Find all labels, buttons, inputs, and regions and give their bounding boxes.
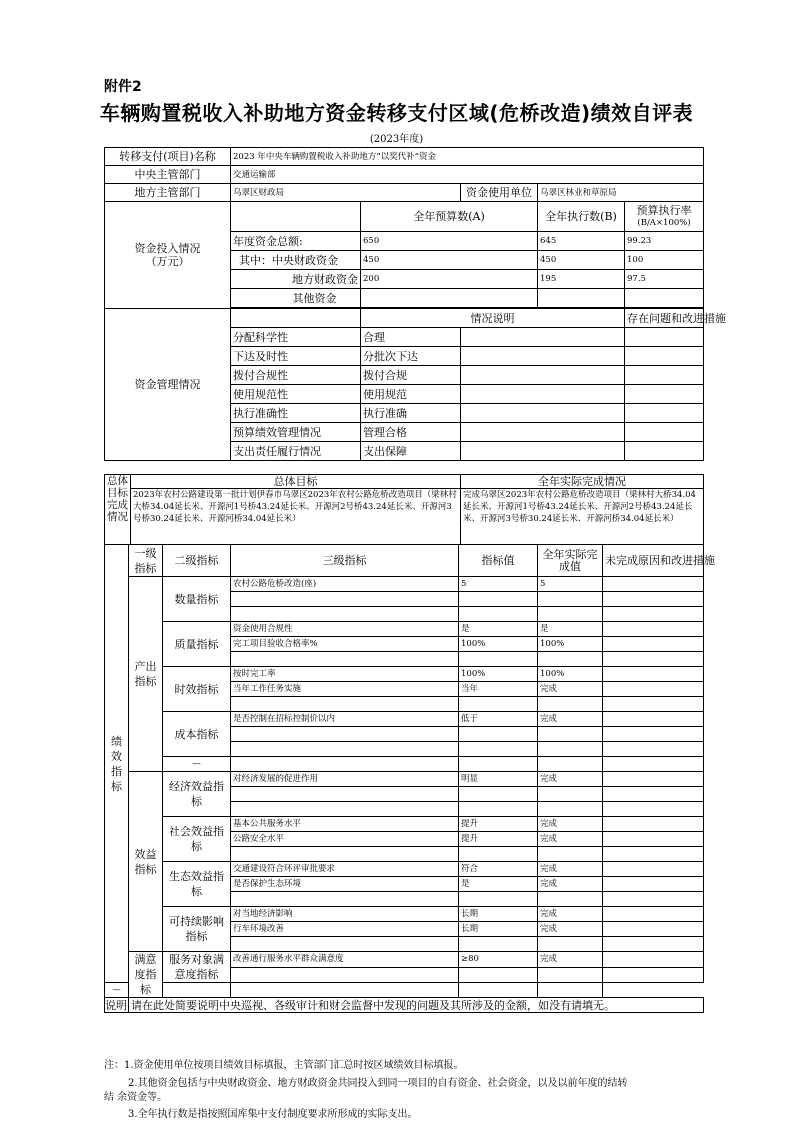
quality-indicator: 质量指标 xyxy=(163,622,231,667)
social-indicator: 社会效益指标 xyxy=(163,817,231,862)
mgmt-blank-cell xyxy=(461,385,625,404)
funding-exec-cell xyxy=(538,289,625,308)
col-exec-header: 全年执行数(B) xyxy=(538,202,625,232)
indicator-value: 提升 xyxy=(459,832,538,847)
indicator-name: 完工项目验收合格率% xyxy=(231,637,459,652)
indicator-name: 基本公共服务水平 xyxy=(231,817,459,832)
satisfaction-dash: — xyxy=(105,983,129,998)
indicator-name: 对当地经济影响 xyxy=(231,907,459,922)
indicator-actual: 完成 xyxy=(538,877,603,892)
indicator-reason xyxy=(603,772,704,787)
indicator-value: 低于 xyxy=(459,712,538,727)
col-issue-header: 存在问题和改进措施 xyxy=(625,309,704,328)
indicator-actual: 100% xyxy=(538,637,603,652)
goals-section-label: 总体目标完成情况 xyxy=(105,475,131,545)
indicator-reason xyxy=(603,922,704,937)
other-indicator-dash: — xyxy=(163,757,231,772)
summary-table xyxy=(104,147,726,461)
mgmt-blank-cell xyxy=(461,423,625,442)
indicator-name: 改善通行服务水平群众满意度 xyxy=(231,952,459,968)
mgmt-row-label: 分配科学性 xyxy=(231,328,361,347)
performance-section-label: 绩效指标 xyxy=(105,545,129,983)
indicator-actual: 完成 xyxy=(538,712,603,727)
indicator-reason xyxy=(603,682,704,697)
timeliness-indicator: 时效指标 xyxy=(163,667,231,712)
note-2-cont: 结 余资金等。 xyxy=(104,1092,168,1103)
funding-rate-cell: 97.5 xyxy=(625,270,704,289)
indicator-value: 当年 xyxy=(459,682,538,697)
indicator-actual: 100% xyxy=(538,667,603,682)
indicator-value: 5 xyxy=(459,577,538,592)
funding-budget-cell: 650 xyxy=(361,232,538,251)
sustainable-indicator: 可持续影响指标 xyxy=(163,907,231,952)
user-unit-value: 乌翠区林业和草原局 xyxy=(538,184,704,202)
indicator-actual: 完成 xyxy=(538,817,603,832)
indicator-value: 是 xyxy=(459,877,538,892)
local-dept-label: 地方主管部门 xyxy=(105,184,231,202)
indicator-actual: 完成 xyxy=(538,862,603,877)
note-3: 3.全年执行数是指按照国库集中支付制度要求所形成的实际支出。 xyxy=(128,1109,418,1120)
indicator-name: 公路安全水平 xyxy=(231,832,459,847)
explain-text: 请在此处简要说明中央巡视、各级审计和财会监督中发现的问题及其所涉及的金额，如没有请填无。 xyxy=(129,998,704,1013)
funding-rate-cell xyxy=(625,289,704,308)
benefit-indicator-label: 效益指标 xyxy=(129,772,163,952)
mgmt-blank-cell xyxy=(461,347,625,366)
mgmt-desc-cell: 支出保障 xyxy=(361,442,461,461)
indicator-reason xyxy=(603,832,704,847)
indicator-actual: 完成 xyxy=(538,907,603,922)
indicator-name: 是否保护生态环境 xyxy=(231,877,459,892)
indicator-name: 对经济发展的促进作用 xyxy=(231,772,459,787)
col-desc-header: 情况说明 xyxy=(361,309,625,328)
col-l2-header: 二级指标 xyxy=(163,545,231,577)
col-actual-header: 全年实际完成值 xyxy=(538,545,603,577)
indicator-reason xyxy=(603,862,704,877)
funding-exec-cell: 195 xyxy=(538,270,625,289)
explain-label: 说明 xyxy=(105,998,127,1012)
mgmt-issue-cell xyxy=(625,404,704,423)
indicator-value: 提升 xyxy=(459,817,538,832)
col-rate-line1: 预算执行率 xyxy=(636,204,692,217)
mgmt-issue-cell xyxy=(625,423,704,442)
funding-label-line1: 资金投入情况 xyxy=(134,242,201,255)
performance-table xyxy=(104,544,715,1013)
indicator-reason xyxy=(603,622,704,637)
funding-budget-cell xyxy=(361,289,538,308)
col-l1-header: 一级指标 xyxy=(129,545,163,577)
indicator-name: 按时完工率 xyxy=(231,667,459,682)
funding-rate-cell: 99.23 xyxy=(625,232,704,251)
col-budget-header: 全年预算数(A) xyxy=(361,202,538,232)
quantity-indicator: 数量指标 xyxy=(163,577,231,622)
indicator-reason xyxy=(603,637,704,652)
mgmt-desc-cell: 使用规范 xyxy=(361,385,461,404)
mgmt-desc-cell: 拨付合规 xyxy=(361,366,461,385)
page-title: 车辆购置税收入补助地方资金转移支付区域(危桥改造)绩效自评表 xyxy=(99,101,694,125)
indicator-reason xyxy=(603,907,704,922)
report-year: (2023年度) xyxy=(369,134,424,145)
output-indicator-label: 产出指标 xyxy=(129,577,163,772)
indicator-actual: 是 xyxy=(538,622,603,637)
mgmt-desc-cell: 合理 xyxy=(361,328,461,347)
goals-table xyxy=(104,474,704,545)
note-1: 注：1.资金使用单位按项目绩效目标填报，主管部门汇总时按区域绩效目标填报。 xyxy=(104,1060,464,1071)
note-2: 2.其他资金包括与中央财政资金、地方财政资金共同投入到同一项目的自有资金、社会资金，以及以前年度的结转 xyxy=(128,1078,628,1089)
funding-rate-cell: 100 xyxy=(625,251,704,270)
local-dept-value: 乌翠区财政局 xyxy=(231,184,461,202)
col-target-header: 总体目标 xyxy=(131,475,461,489)
indicator-actual: 完成 xyxy=(538,952,603,968)
management-section-label: 资金管理情况 xyxy=(105,309,231,461)
economic-indicator: 经济效益指标 xyxy=(163,772,231,817)
mgmt-issue-cell xyxy=(625,442,704,461)
indicator-name: 农村公路危桥改造(座) xyxy=(231,577,459,592)
funding-label-line2: （万元） xyxy=(145,255,190,268)
mgmt-blank-cell xyxy=(461,404,625,423)
col-value-header: 指标值 xyxy=(459,545,538,577)
mgmt-blank-cell xyxy=(461,328,625,347)
indicator-value: ≥80 xyxy=(459,952,538,968)
mgmt-blank-cell xyxy=(461,366,625,385)
funding-header-blank xyxy=(231,202,361,232)
indicator-reason xyxy=(603,877,704,892)
indicator-value: 符合 xyxy=(459,862,538,877)
funding-row-label: 其中：中央财政资金 xyxy=(231,251,361,270)
service-target-indicator: 服务对象满意度指标 xyxy=(163,952,231,983)
indicator-reason xyxy=(603,577,704,592)
mgmt-issue-cell xyxy=(625,385,704,404)
indicator-actual: 完成 xyxy=(538,772,603,787)
indicator-actual: 完成 xyxy=(538,682,603,697)
mgmt-desc-cell: 分批次下达 xyxy=(361,347,461,366)
mgmt-row-label: 支出责任履行情况 xyxy=(231,442,361,461)
funding-exec-cell: 645 xyxy=(538,232,625,251)
project-name-value: 2023 年中央车辆购置税收入补助地方“以奖代补”资金 xyxy=(231,148,704,166)
user-unit-label: 资金使用单位 xyxy=(461,184,538,202)
mgmt-row-label: 执行准确性 xyxy=(231,404,361,423)
mgmt-row-label: 下达及时性 xyxy=(231,347,361,366)
mgmt-row-label: 预算绩效管理情况 xyxy=(231,423,361,442)
indicator-reason xyxy=(603,667,704,682)
col-l3-header: 三级指标 xyxy=(231,545,459,577)
funding-budget-cell: 450 xyxy=(361,251,538,270)
indicator-value: 长期 xyxy=(459,907,538,922)
col-rate-header xyxy=(625,202,704,232)
mgmt-issue-cell xyxy=(625,347,704,366)
ecological-indicator: 生态效益指标 xyxy=(163,862,231,907)
indicator-value: 是 xyxy=(459,622,538,637)
mgmt-desc-cell: 执行准确 xyxy=(361,404,461,423)
col-rate-line2: (B/A×100%) xyxy=(637,218,691,228)
funding-budget-cell: 200 xyxy=(361,270,538,289)
indicator-reason xyxy=(603,712,704,727)
indicator-value: 100% xyxy=(459,667,538,682)
mgmt-header-blank xyxy=(231,309,361,328)
mgmt-issue-cell xyxy=(625,366,704,385)
indicator-actual: 5 xyxy=(538,577,603,592)
attachment-label: 附件2 xyxy=(104,79,142,95)
indicator-actual: 完成 xyxy=(538,832,603,847)
indicator-value: 长期 xyxy=(459,922,538,937)
mgmt-issue-cell xyxy=(625,328,704,347)
indicator-reason xyxy=(603,817,704,832)
indicator-name: 是否控制在招标控制价以内 xyxy=(231,712,459,727)
funding-exec-cell: 450 xyxy=(538,251,625,270)
indicator-name: 当年工作任务实施 xyxy=(231,682,459,697)
goal-target-text: 2023年农村公路建设第一批计划伊春市乌翠区2023年农村公路危桥改造项目（梁林村大桥34.04延长米、开源河1号桥43.24延长米、开源河2号桥43.24延长米、开源河3号桥30.24延长米、开源河桥34.04延长米） xyxy=(131,489,461,545)
funding-row-label: 年度资金总额: xyxy=(231,232,361,251)
goal-actual-text: 完成乌翠区2023年农村公路危桥改造项目（梁林村大桥34.04延长米、开源河1号桥43.24延长米、开源河2号桥43.24延长米、开源河3号桥30.24延长米、开源河桥34.04延长米） xyxy=(461,489,704,545)
indicator-name: 行车环境改善 xyxy=(231,922,459,937)
mgmt-row-label: 拨付合规性 xyxy=(231,366,361,385)
central-dept-label: 中央主管部门 xyxy=(105,166,231,184)
indicator-actual: 完成 xyxy=(538,922,603,937)
indicator-value: 100% xyxy=(459,637,538,652)
central-dept-value: 交通运输部 xyxy=(231,166,704,184)
funding-section-label xyxy=(105,202,231,309)
indicator-reason xyxy=(603,952,704,968)
funding-row-label: 其他资金 xyxy=(231,289,361,308)
col-reason-header: 未完成原因和改进措施 xyxy=(603,545,704,577)
indicator-value: 明显 xyxy=(459,772,538,787)
project-name-label: 转移支付(项目)名称 xyxy=(105,148,231,166)
mgmt-desc-cell: 管理合格 xyxy=(361,423,461,442)
satisfaction-indicator-label: 满意度指标 xyxy=(129,952,163,998)
mgmt-row-label: 使用规范性 xyxy=(231,385,361,404)
funding-row-label: 地方财政资金 xyxy=(231,270,361,289)
indicator-name: 交通建设符合环评审批要求 xyxy=(231,862,459,877)
col-actual-header: 全年实际完成情况 xyxy=(461,475,704,489)
cost-indicator: 成本指标 xyxy=(163,712,231,757)
indicator-name: 资金使用合规性 xyxy=(231,622,459,637)
mgmt-blank-cell xyxy=(461,442,625,461)
